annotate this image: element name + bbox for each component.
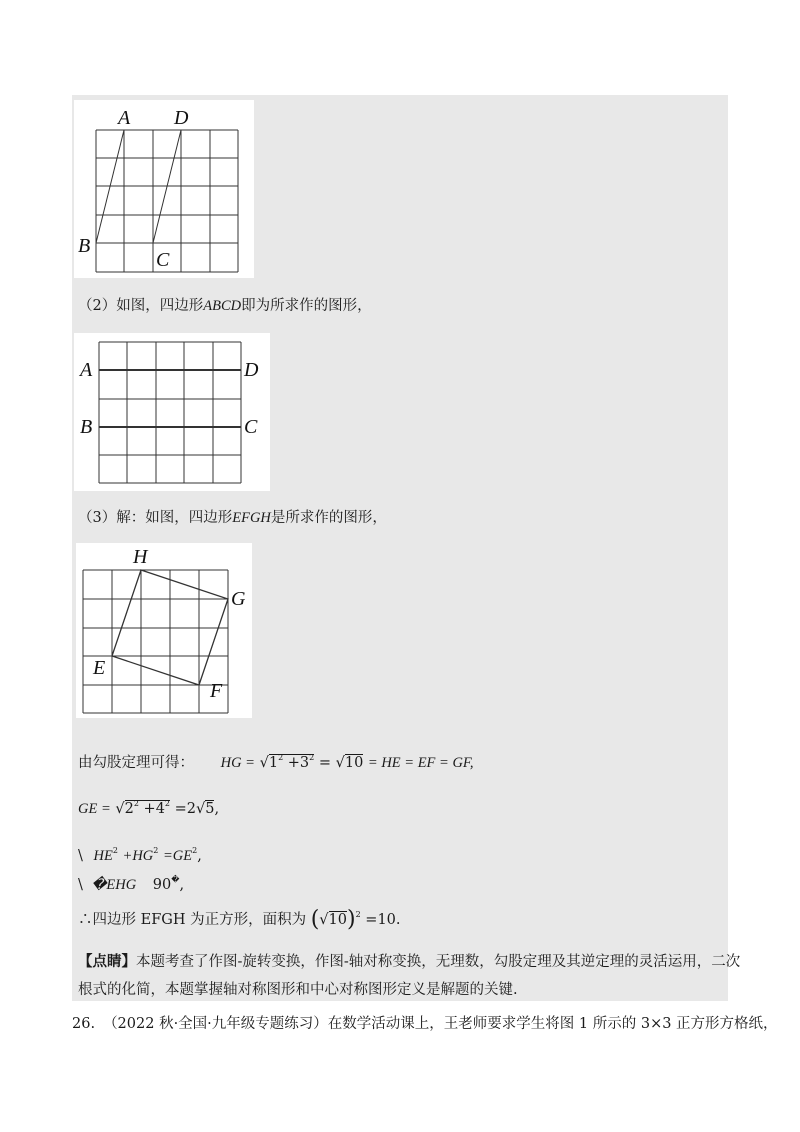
label-g: G (231, 588, 246, 610)
step-3-text: （3）解：如图，四边形EFGH是所求作的图形， (78, 510, 387, 526)
label-h: H (133, 546, 148, 568)
equation-pythagorean: \ $HE^2 +HG^2 =GE^2$, (78, 846, 202, 864)
label-a: A (118, 107, 131, 129)
figure-parallelogram-abcd (74, 100, 254, 278)
question-26: 26. （2022 秋·全国·九年级专题练习）在数学活动课上，王老师要求学生将图 1 所示的 3×3 正方形方格纸， (72, 1016, 778, 1032)
conclusion-line: ∴四边形 EFGH 为正方形，面积为 $(√10)^2 =10$. (78, 907, 401, 932)
label-f: F (210, 680, 223, 702)
label-b: B (80, 416, 93, 438)
label-d: D (244, 359, 259, 381)
comment-line-1: 【点睛】本题考查了作图-旋转变换，作图-轴对称变换，无理数，勾股定理及其逆定理的灵活运用，二次 (78, 953, 741, 970)
step-2-text: （2）如图，四边形ABCD即为所求作的图形， (78, 298, 372, 314)
equation-ge: GE = $√2^2 +4^2 =2√5$, (78, 799, 220, 817)
label-e: E (93, 657, 106, 679)
label-c: C (244, 416, 258, 438)
comment-line-2: 根式的化简，本题掌握轴对称图形和中心对称图形定义是解题的关键. (78, 982, 518, 998)
figure-rectangle-abcd (74, 333, 270, 491)
label-a: A (80, 359, 93, 381)
figure-square-efgh (76, 543, 252, 718)
label-c: C (156, 249, 170, 271)
equation-hg: 由勾股定理可得： HG = $√1^2 +3^2 = √10$ = HE = EF = GF, (78, 753, 474, 771)
equation-angle: \ �EHG 90�, (78, 875, 185, 893)
label-b: B (78, 235, 91, 257)
label-d: D (174, 107, 189, 129)
